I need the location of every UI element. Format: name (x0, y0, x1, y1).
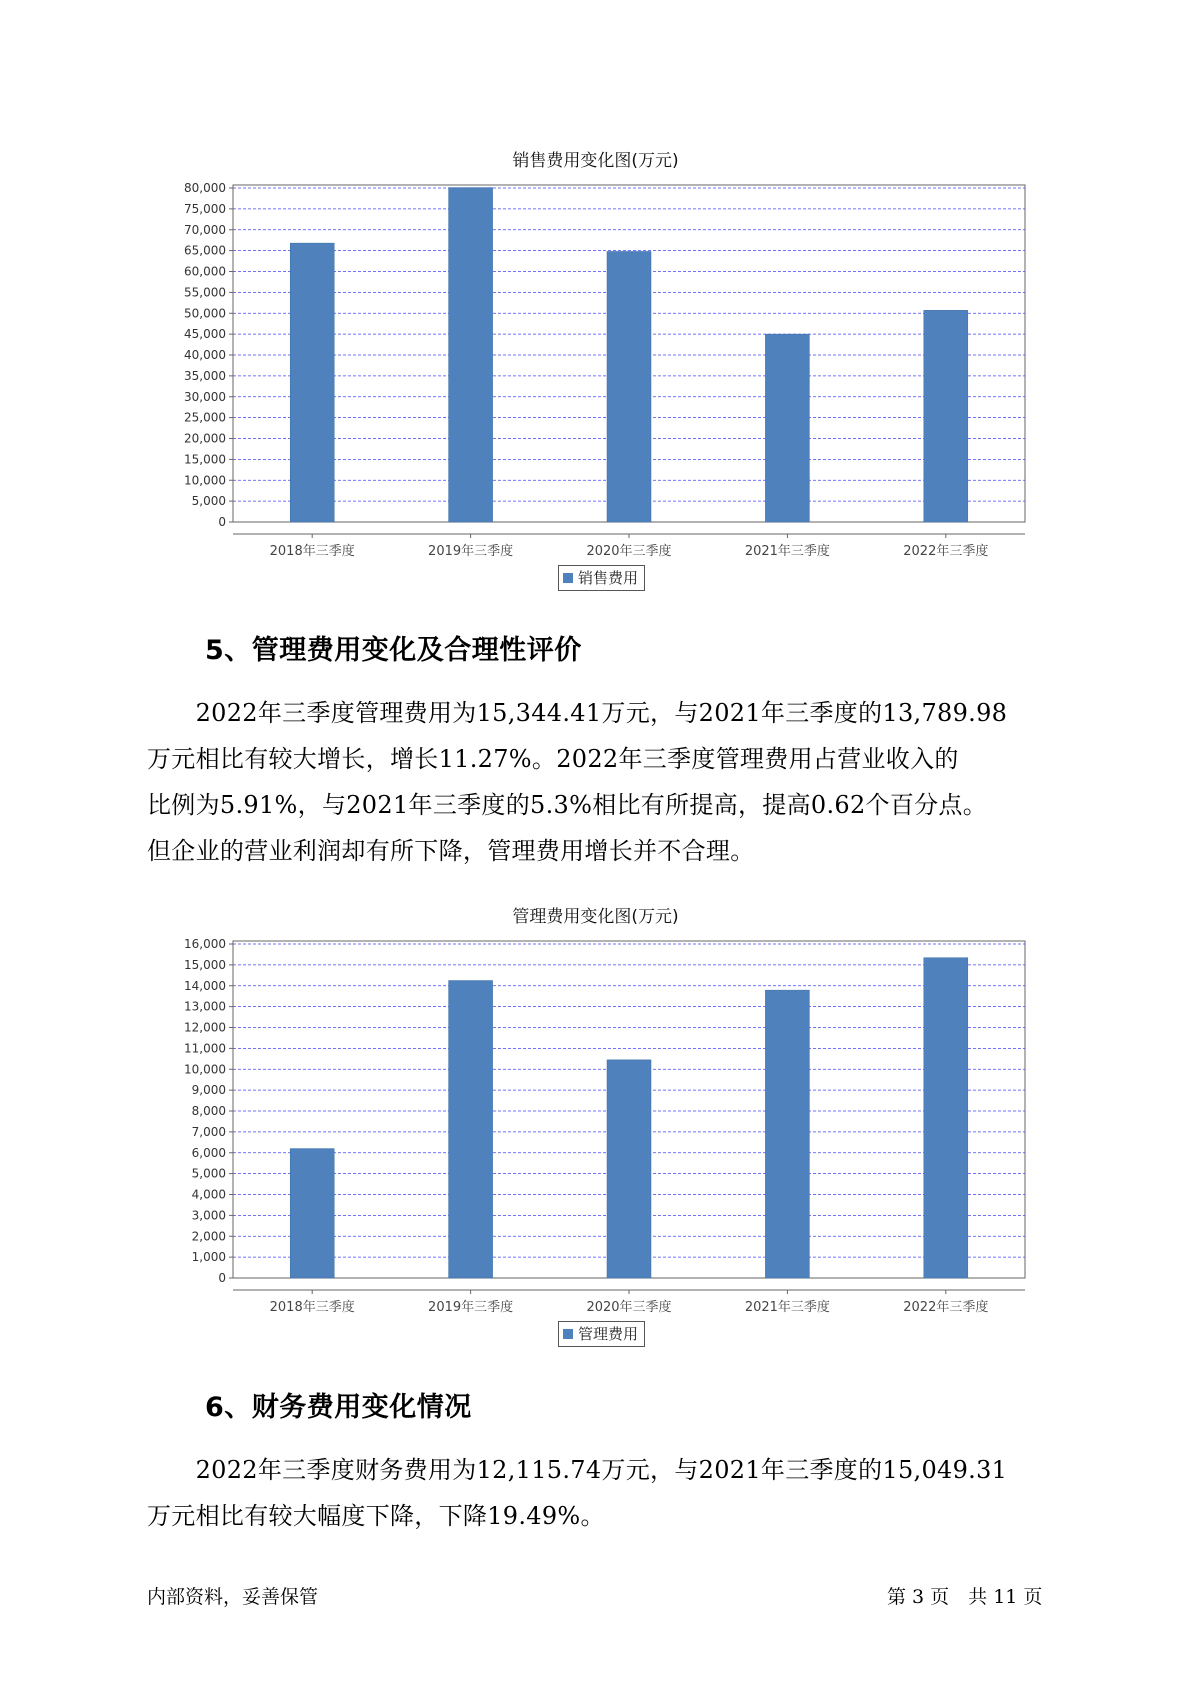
section5-heading: 5、管理费用变化及合理性评价 (205, 635, 582, 666)
bar (607, 251, 651, 522)
y-tick-label: 75,000 (184, 201, 226, 216)
y-tick-label: 12,000 (184, 1020, 226, 1035)
footer-confidential-note: 内部资料，妥善保管 (147, 1586, 319, 1608)
y-tick-label: 6,000 (191, 1145, 226, 1160)
y-tick-label: 16,000 (184, 937, 226, 951)
admin-expense-chart-title: 管理费用变化图(万元) (512, 907, 679, 927)
section6-heading: 6、财务费用变化情况 (205, 1392, 472, 1423)
admin-expense-chart (0, 926, 1191, 1315)
x-tick-label: 2019年三季度 (428, 544, 514, 559)
paragraph-line: 万元相比有较大增长，增长11.27%。2022年三季度管理费用占营业收入的 (147, 745, 959, 773)
y-tick-label: 13,000 (184, 999, 226, 1014)
y-tick-label: 14,000 (184, 978, 226, 993)
y-tick-label: 0 (218, 515, 226, 529)
sales-expense-chart (0, 170, 1191, 559)
legend-swatch (563, 573, 573, 583)
x-tick-label: 2021年三季度 (744, 1300, 830, 1315)
admin-expense-legend (558, 1321, 645, 1347)
bar (924, 958, 968, 1278)
bar (924, 310, 968, 522)
y-tick-label: 8,000 (191, 1104, 226, 1118)
bar (290, 243, 334, 522)
paragraph-line: 2022年三季度财务费用为12,115.74万元，与2021年三季度的15,049.31 (147, 1456, 1008, 1484)
y-tick-label: 60,000 (184, 264, 226, 279)
y-tick-label: 11,000 (184, 1041, 226, 1056)
y-tick-label: 15,000 (184, 957, 226, 972)
sales-expense-legend (558, 565, 645, 591)
footer-page-number: 第 3 页 共 11 页 (887, 1586, 1043, 1608)
y-tick-label: 20,000 (184, 431, 226, 446)
bar (765, 990, 809, 1278)
y-tick-label: 5,000 (191, 494, 226, 509)
x-tick-label: 2020年三季度 (586, 544, 672, 559)
y-tick-label: 30,000 (184, 389, 226, 404)
bar (290, 1149, 334, 1278)
paragraph-line: 比例为5.91%，与2021年三季度的5.3%相比有所提高，提高0.62个百分点。 (147, 791, 988, 819)
x-tick-label: 2021年三季度 (744, 544, 830, 559)
y-tick-label: 0 (218, 1271, 226, 1285)
bar (765, 334, 809, 522)
y-tick-label: 10,000 (184, 473, 226, 488)
x-tick-label: 2020年三季度 (586, 1300, 672, 1315)
x-tick-label: 2022年三季度 (903, 1300, 989, 1315)
y-tick-label: 2,000 (191, 1229, 226, 1244)
legend-swatch (563, 1329, 573, 1339)
legend-label: 管理费用 (578, 1325, 639, 1343)
y-tick-label: 45,000 (184, 327, 226, 342)
y-tick-label: 50,000 (184, 306, 226, 321)
paragraph-line: 2022年三季度管理费用为15,344.41万元，与2021年三季度的13,789.98 (147, 699, 1008, 727)
y-tick-label: 7,000 (191, 1124, 226, 1139)
y-tick-label: 25,000 (184, 410, 226, 425)
legend-label: 销售费用 (578, 569, 639, 587)
y-tick-label: 1,000 (191, 1250, 226, 1265)
y-tick-label: 5,000 (191, 1166, 226, 1181)
section6-paragraph (147, 1447, 1077, 1539)
y-tick-label: 65,000 (184, 243, 226, 258)
x-tick-label: 2019年三季度 (428, 1300, 514, 1315)
bar (607, 1060, 651, 1278)
y-tick-label: 15,000 (184, 452, 226, 467)
y-tick-label: 10,000 (184, 1062, 226, 1077)
x-tick-label: 2022年三季度 (903, 544, 989, 559)
y-tick-label: 80,000 (184, 181, 226, 195)
paragraph-line: 万元相比有较大幅度下降，下降19.49%。 (147, 1502, 605, 1530)
section5-paragraph (147, 690, 1077, 874)
y-tick-label: 9,000 (191, 1083, 226, 1098)
paragraph-line: 但企业的营业利润却有所下降，管理费用增长并不合理。 (147, 837, 755, 865)
x-tick-label: 2018年三季度 (269, 544, 355, 559)
y-tick-label: 3,000 (191, 1208, 226, 1223)
x-tick-label: 2018年三季度 (269, 1300, 355, 1315)
y-tick-label: 40,000 (184, 348, 226, 362)
y-tick-label: 70,000 (184, 222, 226, 237)
sales-expense-chart-title: 销售费用变化图(万元) (512, 151, 679, 171)
y-tick-label: 35,000 (184, 368, 226, 383)
y-tick-label: 4,000 (191, 1187, 226, 1202)
y-tick-label: 55,000 (184, 285, 226, 300)
bar (449, 188, 493, 522)
bar (449, 981, 493, 1278)
